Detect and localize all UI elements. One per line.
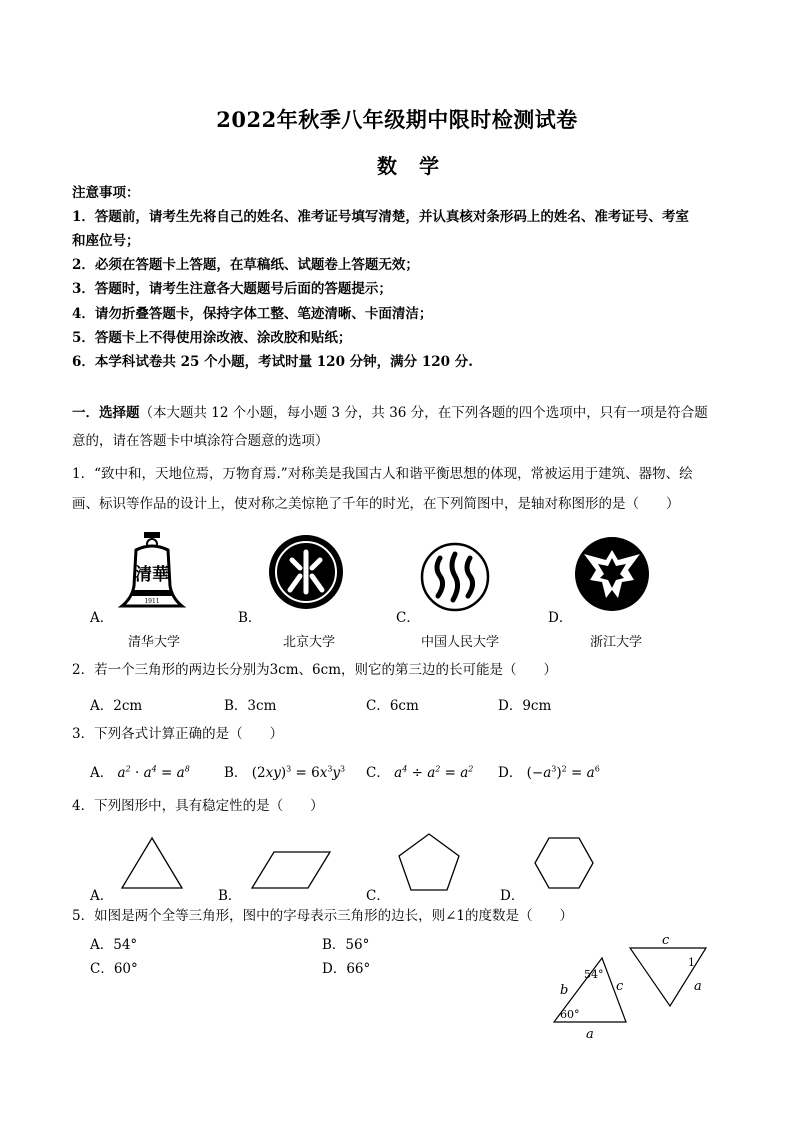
side-b-label: b xyxy=(560,983,569,998)
note-1: 1．答题前，请考生先将自己的姓名、准考证号填写清楚，并认真核对条形码上的姓名、准考证号、考室 xyxy=(72,209,689,225)
q1-option-b[interactable]: B． xyxy=(238,610,262,626)
side-c-label-right: c xyxy=(662,933,670,948)
hexagon-shape xyxy=(533,836,595,890)
q1-option-a[interactable]: A． xyxy=(90,610,114,626)
q4-stem: 4．下列图形中，具有稳定性的是（ ） xyxy=(72,798,324,814)
note-1-cont: 和座位号； xyxy=(72,233,140,249)
q1-stem-line2: 画、标识等作品的设计上，使对称之美惊艳了千年的时光，在下列简图中，是轴对称图形的是（ ） xyxy=(72,496,680,512)
bell-chars: 清華 xyxy=(135,565,169,585)
q3-option-a-label: A． xyxy=(90,765,114,781)
q3-option-d-label: D． xyxy=(498,765,523,781)
ruc-logo-image xyxy=(420,542,490,612)
congruent-triangles-figure xyxy=(546,934,726,1044)
q3-option-d-formula: $(-a^3)^2 = a^6$ xyxy=(526,764,600,781)
note-5: 5．答题卡上不得使用涂改液、涂改胶和贴纸； xyxy=(72,330,352,346)
q2-option-a[interactable]: A．2cm xyxy=(90,698,143,714)
q3-option-c-formula: $a^4 \div a^2 = a^2$ xyxy=(394,764,474,781)
tsinghua-logo-image xyxy=(116,530,188,612)
parallelogram-shape xyxy=(250,850,332,890)
q4-option-c[interactable]: C． xyxy=(366,888,390,904)
caption-pku: 北京大学 xyxy=(283,635,336,650)
q4-option-b[interactable]: B． xyxy=(218,888,242,904)
q3-option-a[interactable] xyxy=(90,761,190,781)
note-6: 6．本学科试卷共 25 个小题，考试时量 120 分钟，满分 120 分. xyxy=(72,354,473,370)
q2-stem: 2．若一个三角形的两边长分别为3cm、6cm，则它的第三边的长可能是（ ） xyxy=(72,662,557,678)
q3-stem: 3．下列各式计算正确的是（ ） xyxy=(72,726,284,742)
q3-option-d[interactable] xyxy=(498,761,600,781)
note-2: 2．必须在答题卡上答题，在草稿纸、试题卷上答题无效； xyxy=(72,257,419,273)
q2-option-b[interactable]: B．3cm xyxy=(224,698,277,714)
triangle-shape xyxy=(120,836,184,890)
q5-option-b[interactable]: B．56° xyxy=(322,937,370,953)
bell-year: 1911 xyxy=(144,598,160,605)
side-c-label: c xyxy=(616,979,624,994)
side-a-label: a xyxy=(586,1027,594,1042)
q2-option-d[interactable]: D．9cm xyxy=(498,698,552,714)
q3-option-c[interactable] xyxy=(366,761,473,781)
angle-60-label: 60° xyxy=(560,1008,580,1021)
q1-stem-line1: 1．“致中和，天地位焉，万物育焉.”对称美是我国古人和谐平衡思想的体现，常被运用于建筑、器物、绘 xyxy=(72,466,693,482)
q3-option-b[interactable] xyxy=(224,761,345,781)
note-4: 4．请勿折叠答题卡，保持字体工整、笔迹清晰、卡面清洁； xyxy=(72,306,433,322)
q3-option-b-formula: $(2xy)^3 = 6x^3y^3$ xyxy=(251,764,346,781)
q5-option-d[interactable]: D．66° xyxy=(322,961,371,977)
caption-tsinghua: 清华大学 xyxy=(128,635,181,650)
notes-heading: 注意事项： xyxy=(72,185,140,201)
q4-option-d[interactable]: D． xyxy=(500,888,525,904)
caption-ruc: 中国人民大学 xyxy=(421,635,500,650)
q3-option-c-label: C． xyxy=(366,765,390,781)
q1-option-c[interactable]: C． xyxy=(396,610,420,626)
section-1-header xyxy=(72,404,708,422)
subject-title: 数学 xyxy=(377,154,461,178)
q4-option-a[interactable]: A． xyxy=(90,888,114,904)
q5-stem: 5．如图是两个全等三角形，图中的字母表示三角形的边长，则∠1的度数是（ ） xyxy=(72,908,573,924)
q2-option-c[interactable]: C．6cm xyxy=(366,698,419,714)
angle-54-label: 54° xyxy=(584,968,604,981)
section-desc-cont: 意的，请在答题卡中填涂符合题意的选项） xyxy=(72,433,329,449)
q5-option-a[interactable]: A．54° xyxy=(90,937,138,953)
q1-option-d[interactable]: D． xyxy=(548,610,573,626)
note-3: 3．答题时，请考生注意各大题题号后面的答题提示； xyxy=(72,281,392,297)
q5-option-c[interactable]: C．60° xyxy=(90,961,138,977)
angle-1-label: 1 xyxy=(688,956,695,969)
section-label: 一．选择题 xyxy=(72,405,140,421)
side-a-label-right: a xyxy=(694,979,702,994)
caption-zju: 浙江大学 xyxy=(590,635,643,650)
pku-logo-image xyxy=(268,534,344,610)
q3-option-b-label: B． xyxy=(224,765,248,781)
zju-logo-image xyxy=(574,536,650,612)
q3-option-a-formula: $a^2 \cdot a^4 = a^8$ xyxy=(117,764,190,781)
pentagon-shape xyxy=(397,832,461,892)
exam-title: 2022年秋季八年级期中限时检测试卷 xyxy=(216,107,578,132)
section-desc: （本大题共 12 个小题，每小题 3 分，共 36 分，在下列各题的四个选项中，只有一项是符合题 xyxy=(139,405,708,421)
